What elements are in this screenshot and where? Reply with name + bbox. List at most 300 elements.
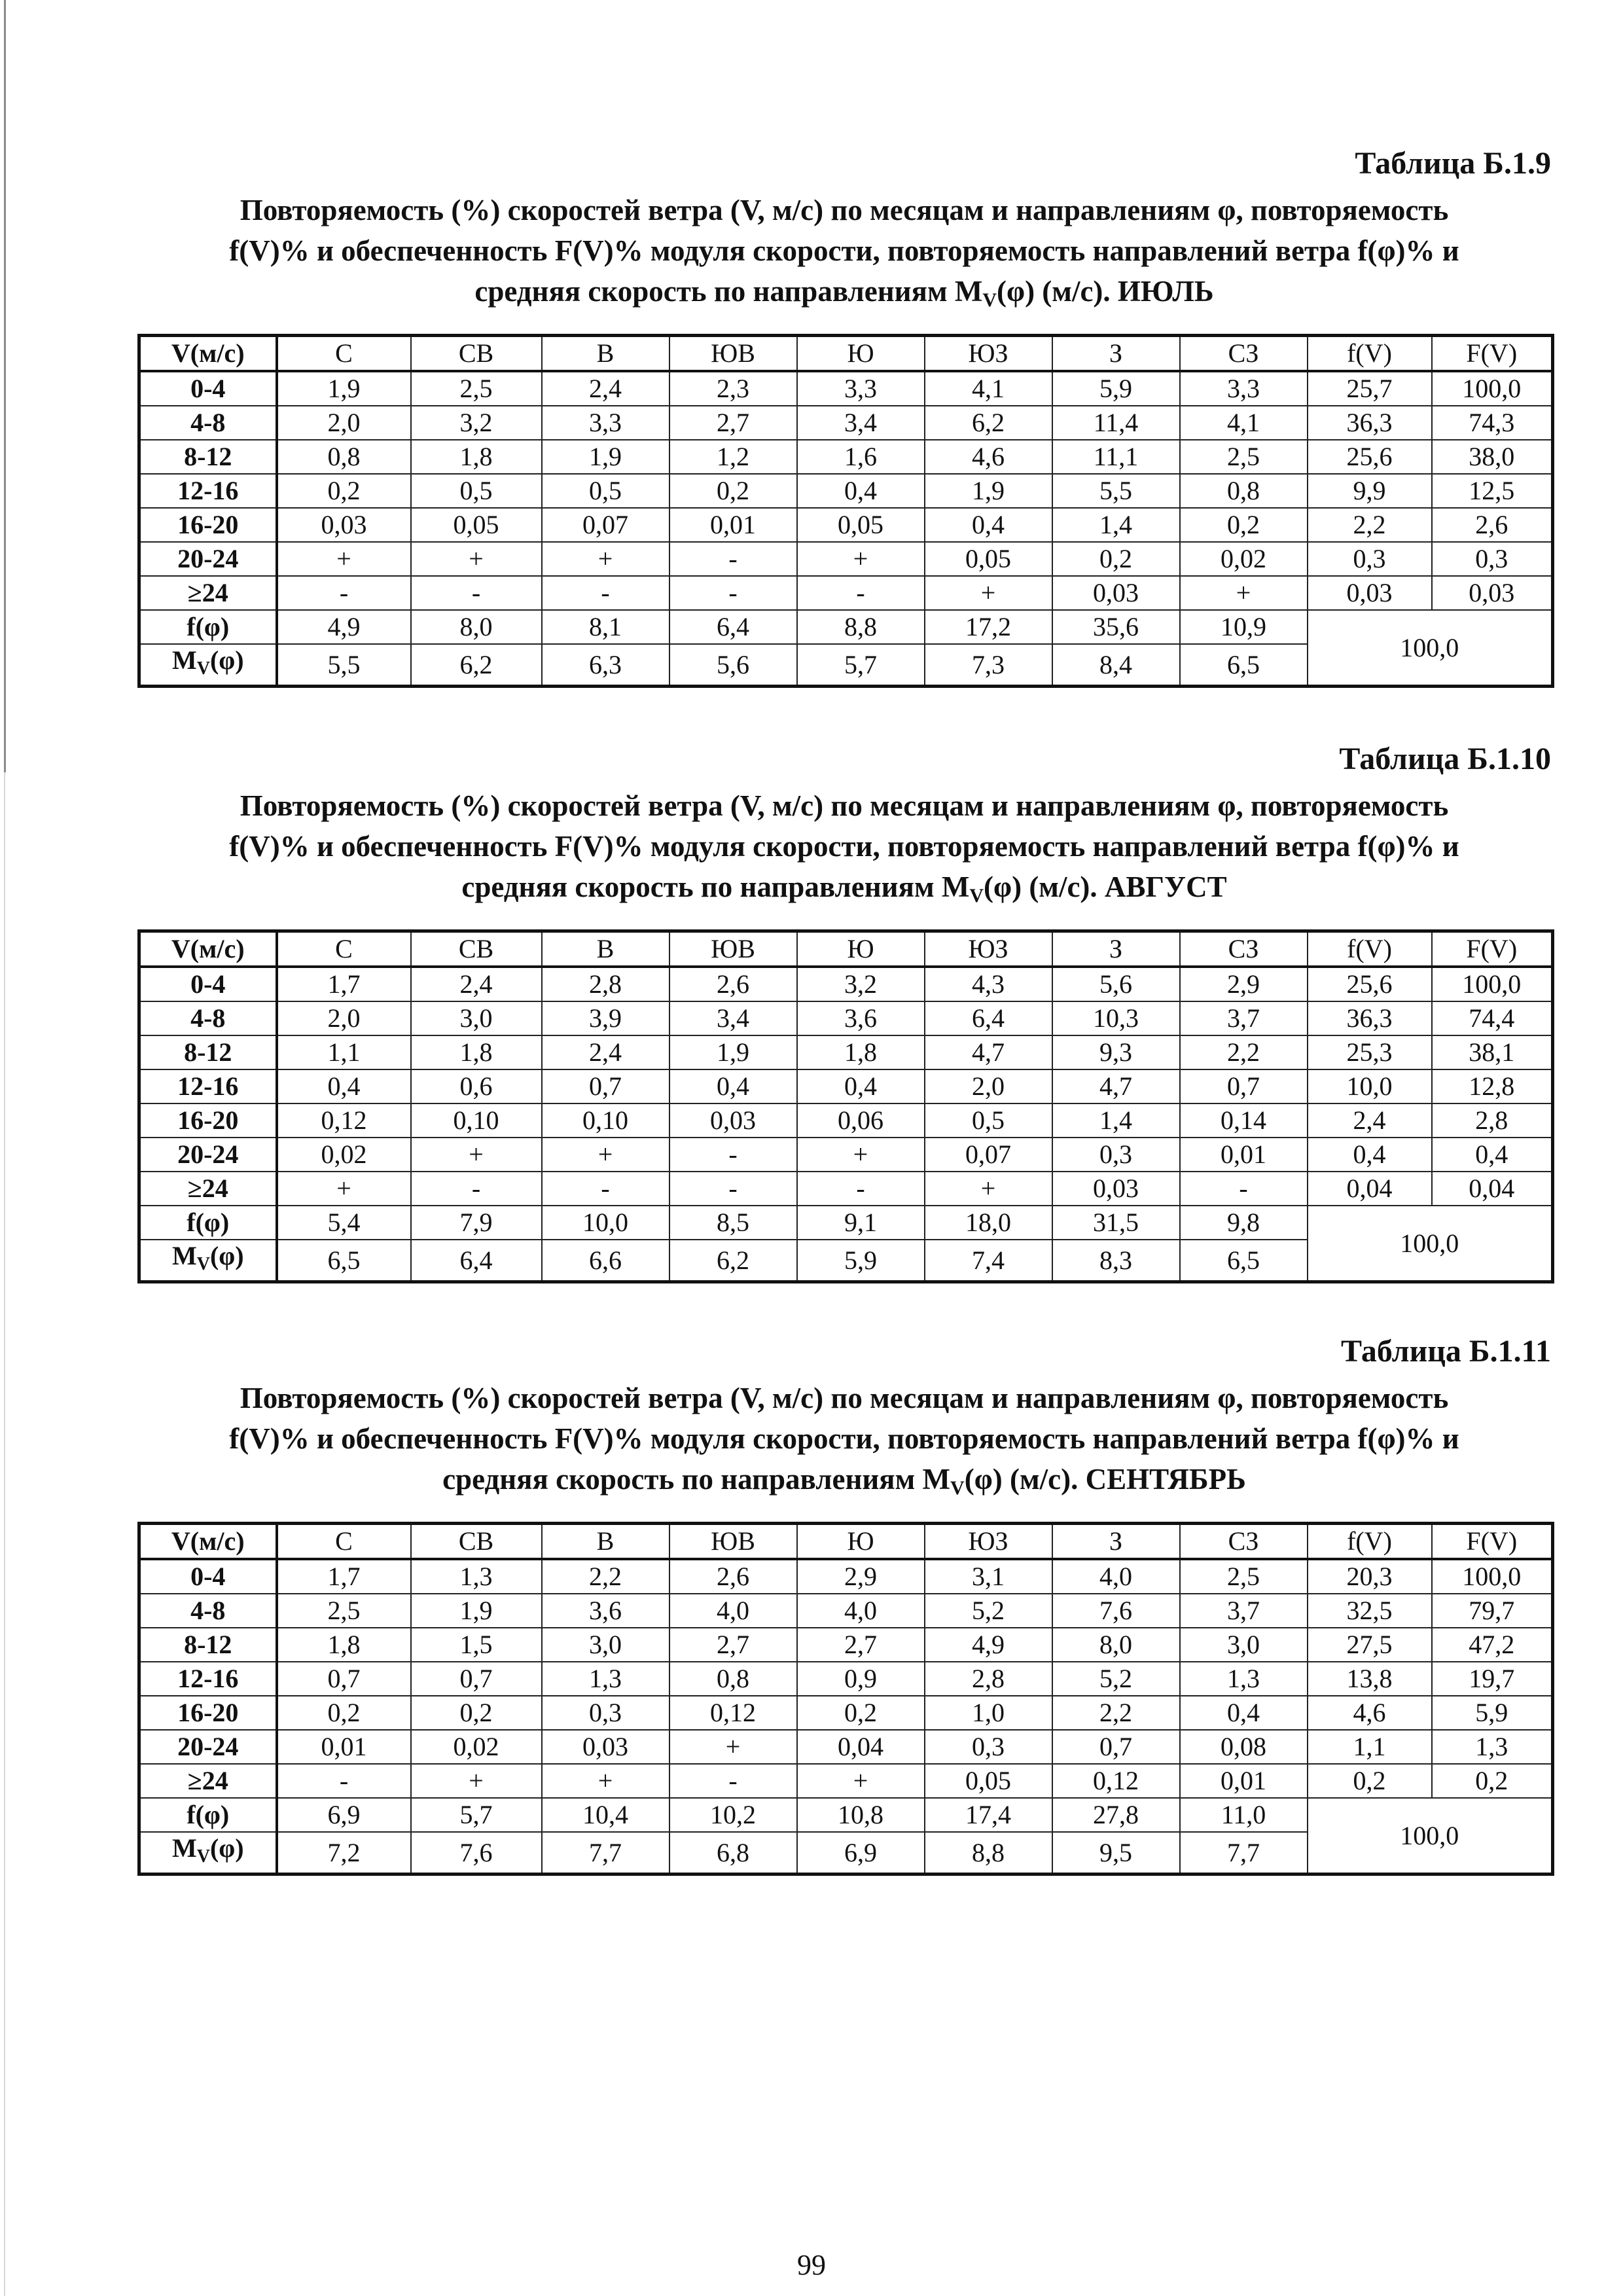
header-cell: С <box>277 336 411 372</box>
row-label: 12-16 <box>139 474 277 508</box>
table-cell: 4,7 <box>1052 1069 1180 1103</box>
table-cell: 12,8 <box>1432 1069 1553 1103</box>
table-cell: 0,12 <box>1052 1764 1180 1798</box>
header-cell: V(м/с) <box>139 1524 277 1560</box>
table-block <box>137 1332 1551 1876</box>
header-cell: Ю <box>797 931 925 967</box>
table-cell: 17,4 <box>925 1798 1052 1832</box>
table-cell: 7,2 <box>277 1832 411 1874</box>
caption-subscript: V <box>982 289 997 311</box>
table-cell: 0,14 <box>1180 1103 1308 1138</box>
header-cell: З <box>1052 931 1180 967</box>
table-cell: 20,3 <box>1308 1559 1432 1594</box>
table-row <box>139 542 1553 576</box>
table-cell: 6,9 <box>277 1798 411 1832</box>
table-cell: - <box>277 1764 411 1798</box>
table-cell: 1,4 <box>1052 1103 1180 1138</box>
caption-line <box>137 1459 1551 1509</box>
row-label: 20-24 <box>139 1138 277 1172</box>
header-cell: СВ <box>411 336 542 372</box>
header-cell: СЗ <box>1180 1524 1308 1560</box>
header-cell: СВ <box>411 931 542 967</box>
table-cell: 10,8 <box>797 1798 925 1832</box>
table-cell: 0,6 <box>411 1069 542 1103</box>
table-cell: 0,06 <box>797 1103 925 1138</box>
table-cell: 1,8 <box>411 1035 542 1069</box>
table-cell: 0,10 <box>542 1103 669 1138</box>
table-cell: 0,05 <box>925 542 1052 576</box>
table-cell: 1,9 <box>669 1035 797 1069</box>
table-cell: 3,7 <box>1180 1594 1308 1628</box>
table-cell: 0,02 <box>411 1730 542 1764</box>
table-cell: 12,5 <box>1432 474 1553 508</box>
label-text: M <box>171 645 197 675</box>
caption-line <box>137 271 1551 321</box>
table-cell: 0,04 <box>797 1730 925 1764</box>
table-cell: 1,9 <box>277 371 411 406</box>
caption-line: Повторяемость (%) скоростей ветра (V, м/с) по месяцам и направлениям φ, повторяемость <box>240 194 1449 226</box>
table-cell: 2,0 <box>277 1001 411 1035</box>
table-cell: 10,9 <box>1180 610 1308 644</box>
table-cell: - <box>1180 1172 1308 1206</box>
header-cell: ЮЗ <box>925 336 1052 372</box>
table-cell: 18,0 <box>925 1206 1052 1240</box>
scan-edge-line <box>4 0 6 772</box>
table-cell: 2,5 <box>1180 440 1308 474</box>
table-cell: - <box>797 576 925 610</box>
caption-text: средняя скорость по направлениям M <box>474 275 983 308</box>
header-cell: СВ <box>411 1524 542 1560</box>
label-subscript: V <box>196 658 210 679</box>
table-cell: 0,9 <box>797 1662 925 1696</box>
table-cell: 2,6 <box>669 967 797 1001</box>
table-cell: - <box>542 1172 669 1206</box>
table-cell: 3,2 <box>411 406 542 440</box>
header-cell: СЗ <box>1180 336 1308 372</box>
table-cell: 5,5 <box>277 644 411 687</box>
table-cell: + <box>797 1138 925 1172</box>
table-cell: 11,0 <box>1180 1798 1308 1832</box>
header-cell: f(V) <box>1308 336 1432 372</box>
table-row <box>139 1696 1553 1730</box>
table-cell: 32,5 <box>1308 1594 1432 1628</box>
table-cell: 5,5 <box>1052 474 1180 508</box>
header-cell: F(V) <box>1432 931 1553 967</box>
table-row <box>139 1628 1553 1662</box>
table-row <box>139 440 1553 474</box>
table-cell: 2,9 <box>1180 967 1308 1001</box>
table-cell: 3,6 <box>797 1001 925 1035</box>
table-cell: 1,0 <box>925 1696 1052 1730</box>
header-cell: ЮЗ <box>925 1524 1052 1560</box>
row-label: 8-12 <box>139 440 277 474</box>
table-cell: + <box>542 1138 669 1172</box>
table-cell: 1,1 <box>277 1035 411 1069</box>
table-cell: 1,3 <box>1180 1662 1308 1696</box>
caption-line: Повторяемость (%) скоростей ветра (V, м/с) по месяцам и направлениям φ, повторяемость <box>240 1382 1449 1414</box>
table-cell: 1,2 <box>669 440 797 474</box>
table-cell: 6,8 <box>669 1832 797 1874</box>
table-cell: 2,2 <box>1180 1035 1308 1069</box>
table-cell: 0,2 <box>797 1696 925 1730</box>
table-cell: 1,7 <box>277 1559 411 1594</box>
table-cell: 2,7 <box>797 1628 925 1662</box>
caption-subscript: V <box>950 1477 965 1499</box>
table-cell: 6,6 <box>542 1240 669 1282</box>
table-cell: 0,4 <box>277 1069 411 1103</box>
table-cell: 0,7 <box>1052 1730 1180 1764</box>
table-cell: + <box>925 576 1052 610</box>
table-cell: 2,4 <box>542 371 669 406</box>
row-label: 12-16 <box>139 1662 277 1696</box>
page-number: 99 <box>797 2249 826 2281</box>
table-row <box>139 1103 1553 1138</box>
table-cell: 25,7 <box>1308 371 1432 406</box>
table-cell: 2,7 <box>669 406 797 440</box>
table-cell: 9,1 <box>797 1206 925 1240</box>
table-block <box>137 740 1551 1283</box>
row-label: f(φ) <box>139 610 277 644</box>
label-text: M <box>171 1833 197 1863</box>
table-cell: + <box>797 542 925 576</box>
caption-subscript: V <box>969 885 984 906</box>
table-cell: 5,9 <box>1052 371 1180 406</box>
table-cell: 6,5 <box>1180 644 1308 687</box>
table-cell: 1,9 <box>411 1594 542 1628</box>
label-text: (φ) <box>209 645 244 675</box>
table-cell: 38,0 <box>1432 440 1553 474</box>
table-cell: 2,7 <box>669 1628 797 1662</box>
table-row <box>139 576 1553 610</box>
table-cell: 35,6 <box>1052 610 1180 644</box>
table-row <box>139 406 1553 440</box>
table-number: Таблица Б.1.9 <box>1355 146 1551 181</box>
table-cell: 4,9 <box>925 1628 1052 1662</box>
table-cell: 1,3 <box>411 1559 542 1594</box>
table-cell: 2,3 <box>669 371 797 406</box>
table-cell: 5,7 <box>797 644 925 687</box>
table-cell: 0,2 <box>1180 508 1308 542</box>
header-cell: f(V) <box>1308 931 1432 967</box>
row-label: 0-4 <box>139 1559 277 1594</box>
header-cell: ЮЗ <box>925 931 1052 967</box>
table-cell: 0,4 <box>669 1069 797 1103</box>
table-cell: 6,5 <box>1180 1240 1308 1282</box>
table-cell: 0,8 <box>669 1662 797 1696</box>
table-cell: 8,0 <box>1052 1628 1180 1662</box>
table-cell: 25,6 <box>1308 967 1432 1001</box>
total-cell: 100,0 <box>1308 1206 1553 1282</box>
table-cell: 1,5 <box>411 1628 542 1662</box>
table-cell: 10,3 <box>1052 1001 1180 1035</box>
table-cell: 0,7 <box>1180 1069 1308 1103</box>
header-cell: V(м/с) <box>139 931 277 967</box>
header-row <box>139 931 1553 967</box>
table-block <box>137 144 1551 688</box>
table-cell: 31,5 <box>1052 1206 1180 1240</box>
table-cell: 0,3 <box>1052 1138 1180 1172</box>
table-cell: - <box>411 576 542 610</box>
table-cell: 3,3 <box>542 406 669 440</box>
total-cell: 100,0 <box>1308 1798 1553 1874</box>
table-cell: 6,4 <box>411 1240 542 1282</box>
table-cell: 9,3 <box>1052 1035 1180 1069</box>
table-cell: 4,6 <box>1308 1696 1432 1730</box>
table-cell: 27,8 <box>1052 1798 1180 1832</box>
header-cell: ЮВ <box>669 931 797 967</box>
table-cell: - <box>669 542 797 576</box>
table-cell: + <box>797 1764 925 1798</box>
label-subscript: V <box>196 1254 210 1274</box>
table-cell: 2,2 <box>1052 1696 1180 1730</box>
table-row <box>139 1001 1553 1035</box>
table-cell: 3,0 <box>1180 1628 1308 1662</box>
table-caption <box>137 785 1551 916</box>
table-cell: + <box>277 1172 411 1206</box>
table-cell: 1,1 <box>1308 1730 1432 1764</box>
table-cell: 0,12 <box>277 1103 411 1138</box>
table-cell: 2,8 <box>542 967 669 1001</box>
table-cell: 7,7 <box>1180 1832 1308 1874</box>
table-cell: 0,4 <box>1308 1138 1432 1172</box>
table-cell: 2,5 <box>1180 1559 1308 1594</box>
table-cell: 5,2 <box>925 1594 1052 1628</box>
table-cell: 3,4 <box>669 1001 797 1035</box>
table-cell: 36,3 <box>1308 1001 1432 1035</box>
table-cell: 1,8 <box>797 1035 925 1069</box>
table-cell: 6,9 <box>797 1832 925 1874</box>
table-cell: 9,5 <box>1052 1832 1180 1874</box>
table-row <box>139 1035 1553 1069</box>
table-cell: 2,4 <box>542 1035 669 1069</box>
table-cell: 6,2 <box>925 406 1052 440</box>
table-cell: 2,5 <box>411 371 542 406</box>
header-cell: V(м/с) <box>139 336 277 372</box>
table-cell: 100,0 <box>1432 1559 1553 1594</box>
table-cell: 4,0 <box>669 1594 797 1628</box>
table-cell: 0,03 <box>669 1103 797 1138</box>
table-cell: 3,0 <box>542 1628 669 1662</box>
table-cell: 8,8 <box>925 1832 1052 1874</box>
table-cell: - <box>542 576 669 610</box>
table-cell: 0,08 <box>1180 1730 1308 1764</box>
row-label: 12-16 <box>139 1069 277 1103</box>
table-cell: 0,04 <box>1308 1172 1432 1206</box>
table-cell: 74,4 <box>1432 1001 1553 1035</box>
table-cell: 19,7 <box>1432 1662 1553 1696</box>
table-cell: 7,6 <box>1052 1594 1180 1628</box>
table-cell: 0,8 <box>1180 474 1308 508</box>
table-cell: 47,2 <box>1432 1628 1553 1662</box>
table-cell: 5,9 <box>797 1240 925 1282</box>
header-cell: F(V) <box>1432 336 1553 372</box>
label-subscript: V <box>196 1846 210 1867</box>
wind-table <box>137 929 1554 1283</box>
row-label: 0-4 <box>139 967 277 1001</box>
table-cell: 1,9 <box>542 440 669 474</box>
table-cell: 1,3 <box>542 1662 669 1696</box>
table-cell: - <box>797 1172 925 1206</box>
header-cell: Ю <box>797 336 925 372</box>
header-cell: СЗ <box>1180 931 1308 967</box>
table-cell: - <box>411 1172 542 1206</box>
header-row <box>139 336 1553 372</box>
table-cell: 0,2 <box>411 1696 542 1730</box>
header-cell: ЮВ <box>669 336 797 372</box>
table-cell: 0,10 <box>411 1103 542 1138</box>
header-cell: С <box>277 1524 411 1560</box>
table-cell: 2,6 <box>1432 508 1553 542</box>
table-cell: 3,2 <box>797 967 925 1001</box>
table-cell: 5,6 <box>1052 967 1180 1001</box>
row-label: 16-20 <box>139 1103 277 1138</box>
wind-table <box>137 1522 1554 1876</box>
table-cell: 6,5 <box>277 1240 411 1282</box>
table-cell: 0,5 <box>925 1103 1052 1138</box>
table-cell: 0,4 <box>797 1069 925 1103</box>
caption-line: Повторяемость (%) скоростей ветра (V, м/с) по месяцам и направлениям φ, повторяемость <box>240 789 1449 822</box>
table-row <box>139 1662 1553 1696</box>
row-label: 16-20 <box>139 508 277 542</box>
row-label: ≥24 <box>139 1764 277 1798</box>
table-cell: 1,4 <box>1052 508 1180 542</box>
table-cell: 2,5 <box>277 1594 411 1628</box>
table-cell: 0,2 <box>277 474 411 508</box>
table-cell: 0,01 <box>669 508 797 542</box>
table-cell: 11,4 <box>1052 406 1180 440</box>
table-cell: - <box>669 1138 797 1172</box>
table-cell: 10,2 <box>669 1798 797 1832</box>
table-cell: 13,8 <box>1308 1662 1432 1696</box>
table-cell: 0,3 <box>925 1730 1052 1764</box>
table-cell: 6,4 <box>925 1001 1052 1035</box>
header-cell: f(V) <box>1308 1524 1432 1560</box>
table-cell: 1,9 <box>925 474 1052 508</box>
caption-line: f(V)% и обеспеченность F(V)% модуля скорости, повторяемость направлений ветра f(φ)% и <box>229 234 1459 267</box>
f-phi-row <box>139 1206 1553 1240</box>
table-cell: 17,2 <box>925 610 1052 644</box>
table-cell: 25,6 <box>1308 440 1432 474</box>
table-row <box>139 1594 1553 1628</box>
caption-text: (φ) (м/с). СЕНТЯБРЬ <box>964 1463 1246 1496</box>
table-cell: 0,8 <box>277 440 411 474</box>
label-text: (φ) <box>209 1833 244 1863</box>
caption-text: средняя скорость по направлениям M <box>442 1463 951 1496</box>
table-cell: 2,0 <box>277 406 411 440</box>
table-cell: + <box>925 1172 1052 1206</box>
table-cell: 2,0 <box>925 1069 1052 1103</box>
table-cell: 0,3 <box>1432 542 1553 576</box>
table-cell: 1,3 <box>1432 1730 1553 1764</box>
table-cell: + <box>411 542 542 576</box>
table-row <box>139 967 1553 1001</box>
caption-line: f(V)% и обеспеченность F(V)% модуля скорости, повторяемость направлений ветра f(φ)% и <box>229 830 1459 863</box>
header-cell: В <box>542 1524 669 1560</box>
header-cell: В <box>542 931 669 967</box>
row-label: f(φ) <box>139 1206 277 1240</box>
row-label <box>139 644 277 687</box>
table-cell: 0,05 <box>797 508 925 542</box>
table-cell: - <box>669 1172 797 1206</box>
table-cell: 0,01 <box>1180 1764 1308 1798</box>
table-cell: 3,4 <box>797 406 925 440</box>
header-cell: Ю <box>797 1524 925 1560</box>
table-cell: 0,03 <box>1308 576 1432 610</box>
table-cell: 2,8 <box>1432 1103 1553 1138</box>
row-label: 20-24 <box>139 542 277 576</box>
table-cell: 2,8 <box>925 1662 1052 1696</box>
table-cell: + <box>1180 576 1308 610</box>
table-cell: 0,4 <box>925 508 1052 542</box>
table-cell: 0,4 <box>1180 1696 1308 1730</box>
table-cell: 0,07 <box>925 1138 1052 1172</box>
table-cell: 2,2 <box>1308 508 1432 542</box>
table-cell: 4,3 <box>925 967 1052 1001</box>
table-cell: 0,2 <box>669 474 797 508</box>
table-cell: 4,1 <box>1180 406 1308 440</box>
table-cell: 7,7 <box>542 1832 669 1874</box>
label-text: (φ) <box>209 1241 244 1270</box>
table-cell: 0,02 <box>277 1138 411 1172</box>
table-cell: 4,7 <box>925 1035 1052 1069</box>
table-cell: 2,9 <box>797 1559 925 1594</box>
table-cell: 1,6 <box>797 440 925 474</box>
row-label <box>139 1832 277 1874</box>
table-cell: 0,03 <box>277 508 411 542</box>
table-cell: + <box>411 1138 542 1172</box>
table-cell: 0,01 <box>277 1730 411 1764</box>
table-row <box>139 1138 1553 1172</box>
table-cell: - <box>669 1764 797 1798</box>
table-cell: 3,6 <box>542 1594 669 1628</box>
table-cell: 0,12 <box>669 1696 797 1730</box>
table-cell: 0,01 <box>1180 1138 1308 1172</box>
row-label <box>139 1240 277 1282</box>
table-cell: 10,4 <box>542 1798 669 1832</box>
table-cell: - <box>277 576 411 610</box>
table-cell: 27,5 <box>1308 1628 1432 1662</box>
table-cell: 0,05 <box>411 508 542 542</box>
table-row <box>139 1730 1553 1764</box>
header-cell: З <box>1052 336 1180 372</box>
table-cell: 25,3 <box>1308 1035 1432 1069</box>
table-cell: 9,8 <box>1180 1206 1308 1240</box>
table-cell: 5,6 <box>669 644 797 687</box>
table-cell: 0,7 <box>277 1662 411 1696</box>
table-cell: 0,4 <box>1432 1138 1553 1172</box>
caption-text: средняя скорость по направлениям M <box>461 870 970 903</box>
table-cell: 100,0 <box>1432 371 1553 406</box>
table-cell: 0,2 <box>1308 1764 1432 1798</box>
table-cell: 8,4 <box>1052 644 1180 687</box>
table-cell: 5,4 <box>277 1206 411 1240</box>
wind-table <box>137 334 1554 688</box>
table-cell: + <box>542 542 669 576</box>
row-label: 4-8 <box>139 1594 277 1628</box>
table-cell: 1,8 <box>411 440 542 474</box>
table-cell: 8,0 <box>411 610 542 644</box>
table-cell: 2,4 <box>411 967 542 1001</box>
table-cell: 79,7 <box>1432 1594 1553 1628</box>
table-cell: 0,04 <box>1432 1172 1553 1206</box>
row-label: 8-12 <box>139 1035 277 1069</box>
table-cell: 3,7 <box>1180 1001 1308 1035</box>
table-cell: 8,8 <box>797 610 925 644</box>
table-number: Таблица Б.1.11 <box>1341 1334 1551 1369</box>
table-cell: 0,2 <box>1432 1764 1553 1798</box>
table-cell: 4,0 <box>1052 1559 1180 1594</box>
row-label: ≥24 <box>139 1172 277 1206</box>
